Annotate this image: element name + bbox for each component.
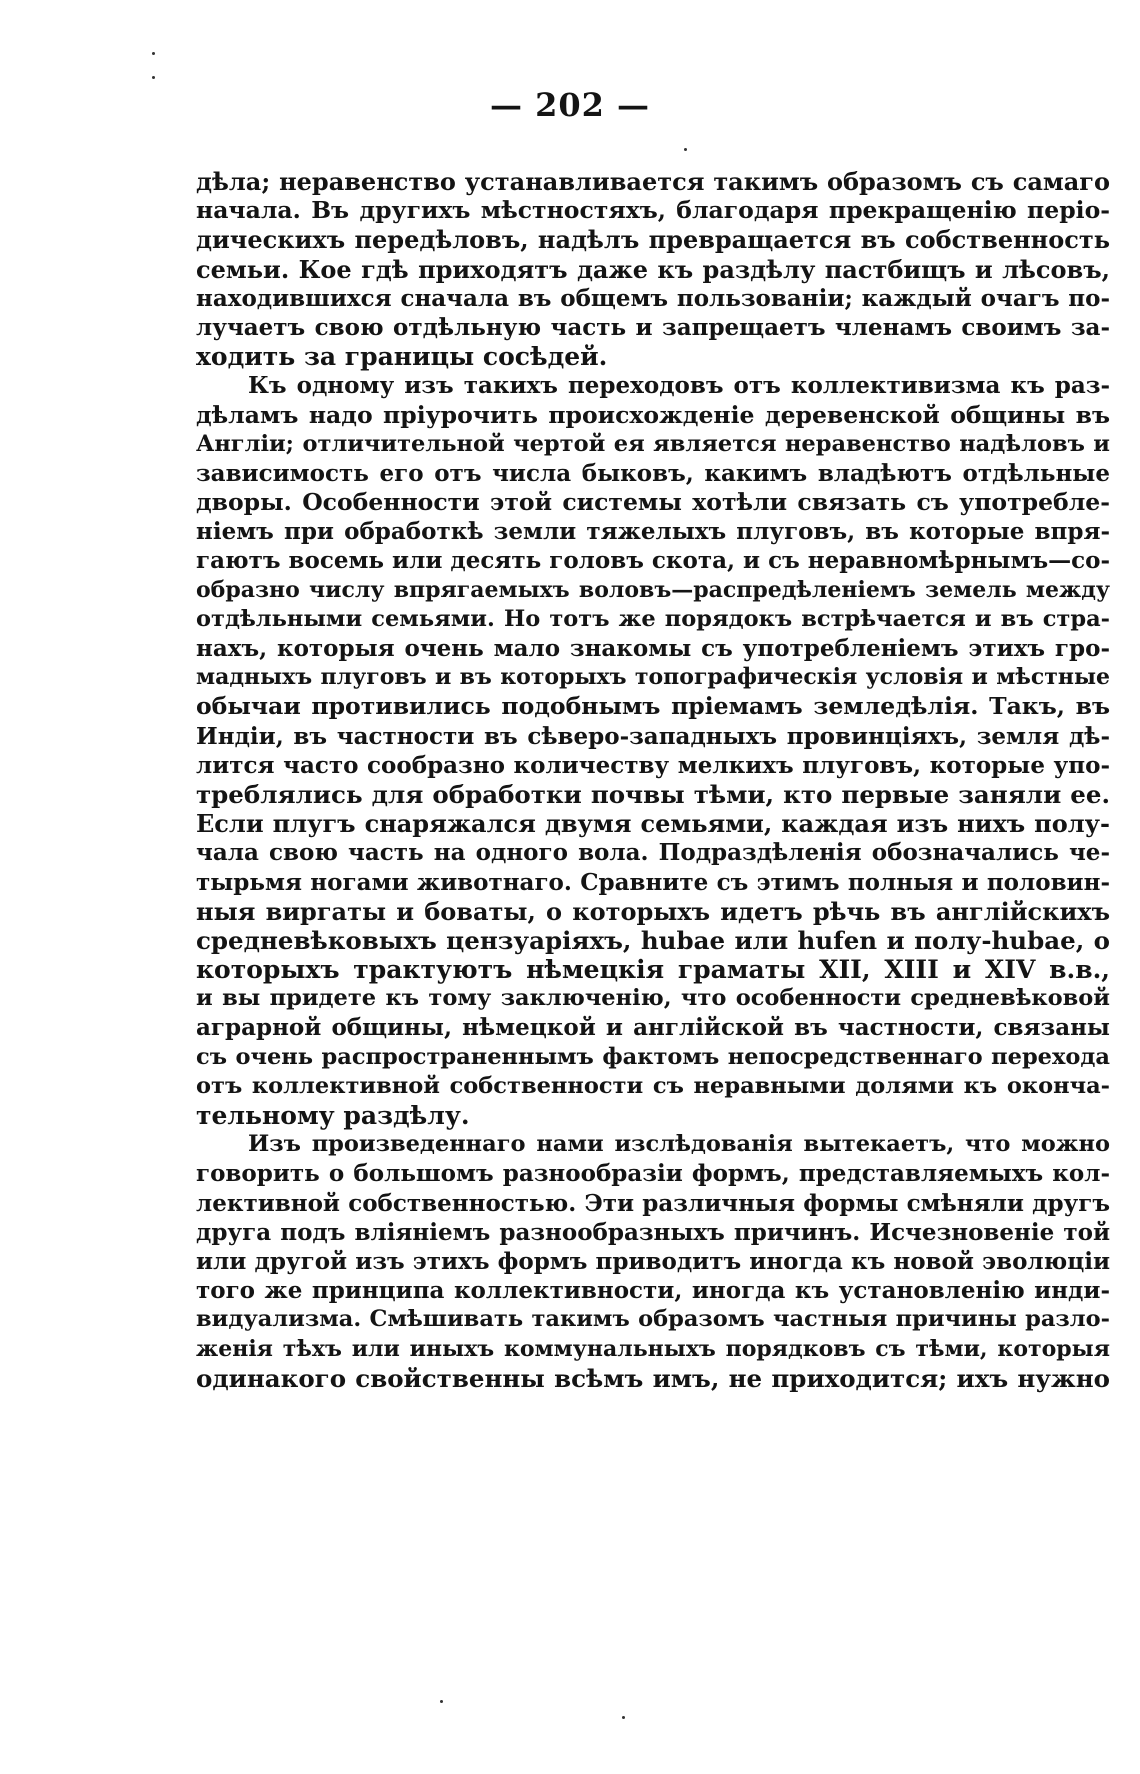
scan-speck xyxy=(152,52,155,55)
text-line: лективной собственностью. Эти различныя формы смѣняли другъ xyxy=(196,1189,1110,1217)
text-line: тельному раздѣлу. xyxy=(196,1101,470,1130)
text-line: ходить за границы сосѣдей. xyxy=(196,342,608,372)
text-line: Англіи; отличительной чертой ея является неравенство надѣловъ и xyxy=(196,430,1110,457)
text-line: начала. Въ другихъ мѣстностяхъ, благодаря прекращенію періо- xyxy=(196,196,1110,225)
text-line: дическихъ передѣловъ, надѣлъ превращается въ собственность xyxy=(196,225,1110,255)
paragraph-3 xyxy=(196,1130,1110,1393)
paragraph-2 xyxy=(196,371,1110,1130)
scan-speck xyxy=(152,76,155,79)
text-line: того же принципа коллективности, иногда къ установленію инди- xyxy=(196,1277,1110,1305)
scan-speck xyxy=(622,1716,625,1719)
text-line: видуализма. Смѣшивать такимъ образомъ частныя причины разло- xyxy=(196,1306,1110,1333)
text-line: нахъ, которыя очень мало знакомы съ употребленіемъ этихъ гро- xyxy=(196,635,1110,662)
text-line: мадныхъ плуговъ и въ которыхъ топографическія условія и мѣстные xyxy=(196,664,1110,691)
text-line: аграрной общины, нѣмецкой и англійской въ частности, связаны xyxy=(196,1014,1110,1042)
text-line: треблялись для обработки почвы тѣми, кто первые заняли ее. xyxy=(196,779,1110,809)
text-line: дѣламъ надо пріурочить происхожденіе деревенской общины въ xyxy=(196,400,1110,429)
scan-speck xyxy=(684,148,687,151)
text-line: Къ одному изъ такихъ переходовъ отъ коллективизма къ раз- xyxy=(248,372,1110,400)
text-line: семьи. Кое гдѣ приходятъ даже къ раздѣлу пастбищъ и лѣсовъ, xyxy=(196,254,1110,284)
text-line: гаютъ восемь или десять головъ скота, и съ неравномѣрнымъ—со- xyxy=(196,547,1110,575)
text-line: Индіи, въ частности въ сѣверо-западныхъ провинціяхъ, земля дѣ- xyxy=(196,722,1110,750)
text-line: Если плугъ снаряжался двумя семьями, каждая изъ нихъ полу- xyxy=(196,809,1110,839)
text-line: отдѣльными семьями. Но тотъ же порядокъ встрѣчается и въ стра- xyxy=(196,605,1110,632)
text-line: дѣла; неравенство устанавливается такимъ образомъ съ самаго xyxy=(196,167,1110,196)
text-line: съ очень распространеннымъ фактомъ непосредственнаго перехода xyxy=(196,1043,1110,1070)
body-text xyxy=(196,167,1110,1393)
text-line: находившихся сначала въ общемъ пользованіи; каждый очагъ по- xyxy=(196,284,1110,312)
text-line: образно числу впрягаемыхъ воловъ—распредѣленіемъ земель между xyxy=(196,576,1110,603)
text-line: одинакого свойственны всѣмъ имъ, не приходится; ихъ нужно xyxy=(196,1363,1110,1393)
text-line: ныя виргаты и боваты, о которыхъ идетъ рѣчь въ англійскихъ xyxy=(196,896,1110,926)
text-line: друга подъ вліяніемъ разнообразныхъ причинъ. Исчезновеніе той xyxy=(196,1218,1110,1246)
text-line: отъ коллективной собственности съ неравными долями къ оконча- xyxy=(196,1072,1110,1099)
text-line: зависимость его отъ числа быковъ, какимъ владѣютъ отдѣльные xyxy=(196,459,1110,487)
text-line: средневѣковыхъ цензуаріяхъ, hubae или hufen и полу-hubae, о xyxy=(196,925,1110,955)
paragraph-1 xyxy=(196,167,1110,371)
text-line: женія тѣхъ или иныхъ коммунальныхъ порядковъ съ тѣми, которыя xyxy=(196,1335,1110,1362)
text-line: которыхъ трактуютъ нѣмецкія граматы XII, XIII и XIV в.в., xyxy=(196,955,1110,985)
page-number: — 202 — xyxy=(489,86,651,124)
text-line: говорить о большомъ разнообразіи формъ, представляемыхъ кол- xyxy=(196,1160,1110,1188)
scan-speck xyxy=(440,1700,443,1703)
text-line: ніемъ при обработкѣ земли тяжелыхъ плуговъ, въ которые впря- xyxy=(196,518,1110,546)
text-line: обычаи противились подобнымъ пріемамъ земледѣлія. Такъ, въ xyxy=(196,692,1110,721)
text-line: дворы. Особенности этой системы хотѣли связать съ употребле- xyxy=(196,488,1110,517)
text-line: чала свою часть на одного вола. Подраздѣленія обозначались че- xyxy=(196,839,1110,867)
text-line: лучаетъ свою отдѣльную часть и запрещаетъ членамъ своимъ за- xyxy=(196,313,1110,341)
text-line: лится часто сообразно количеству мелкихъ плуговъ, которые упо- xyxy=(196,751,1110,779)
text-line: Изъ произведеннаго нами изслѣдованія вытекаетъ, что можно xyxy=(248,1131,1110,1158)
text-line: и вы придете къ тому заключенію, что особенности средневѣковой xyxy=(196,985,1110,1012)
text-line: или другой изъ этихъ формъ приводитъ иногда къ новой эволюціи xyxy=(196,1247,1110,1275)
text-line: тырьмя ногами животнаго. Сравните съ этимъ полныя и половин- xyxy=(196,868,1110,896)
